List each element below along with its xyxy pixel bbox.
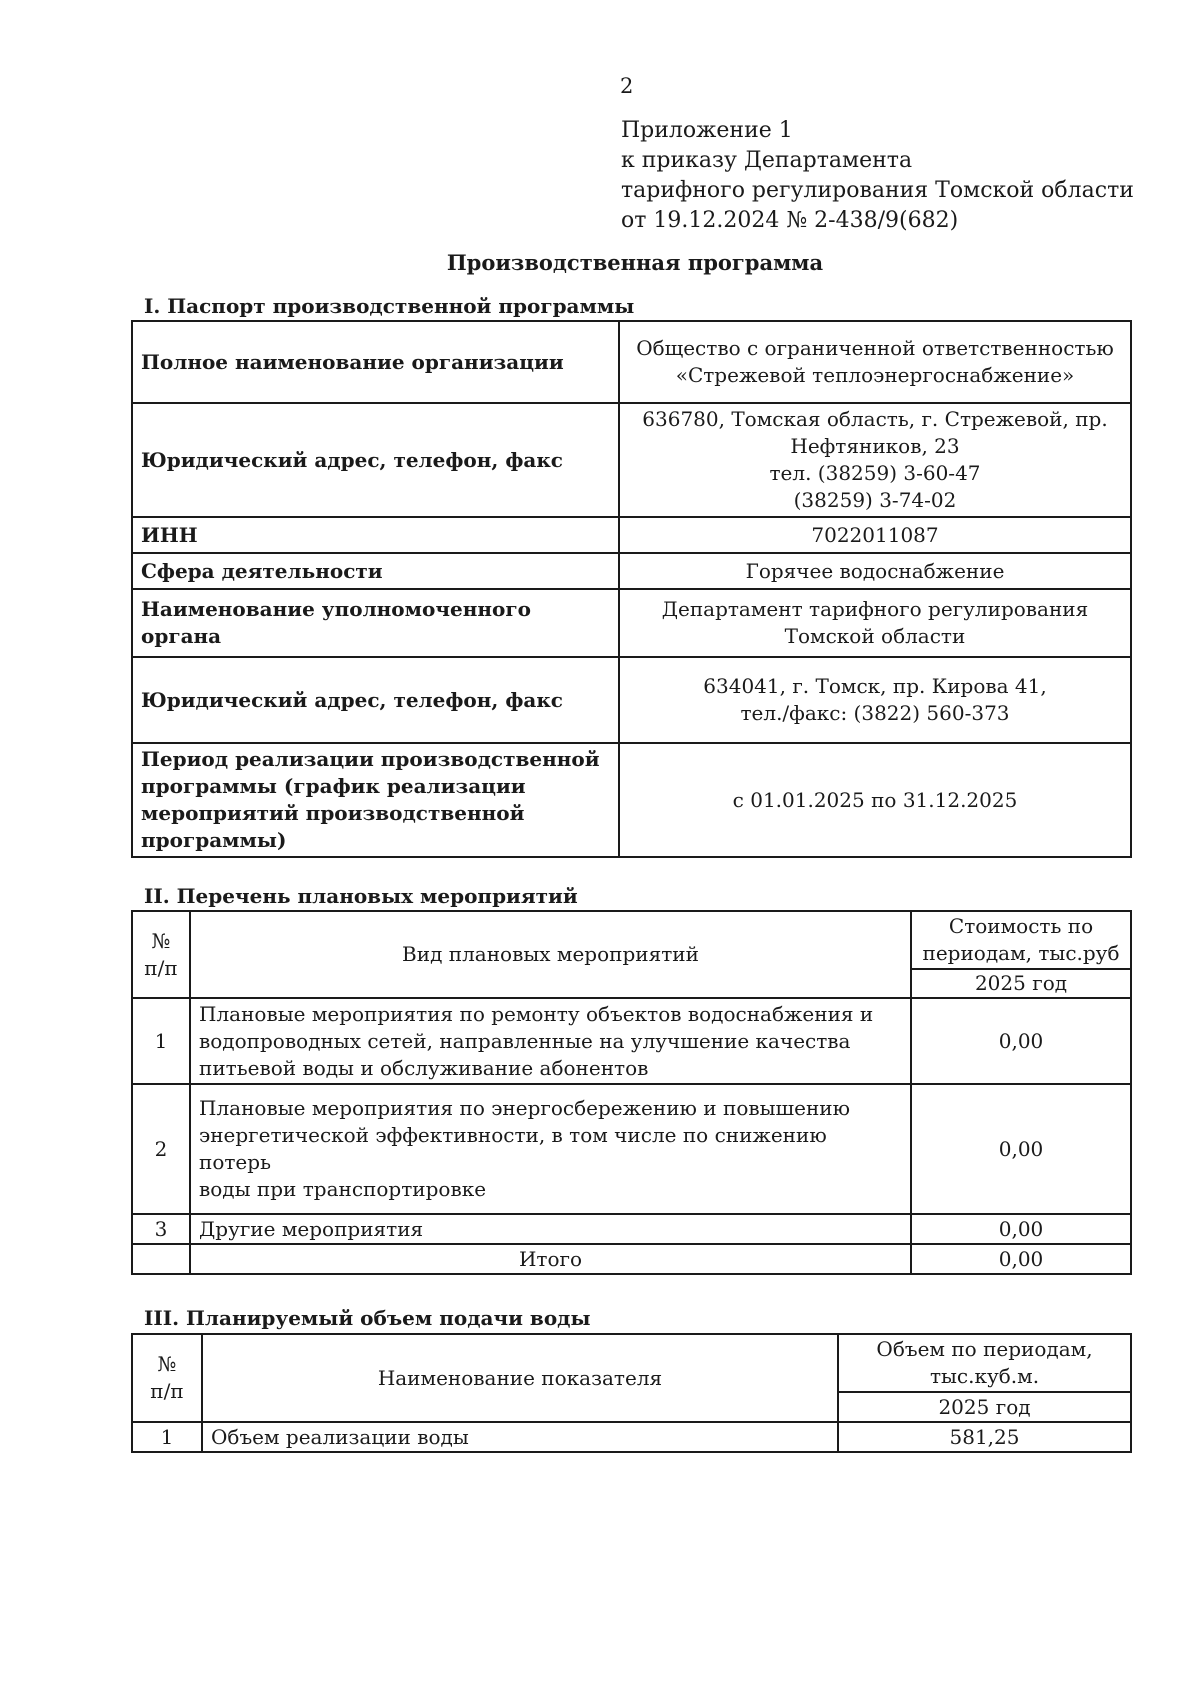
table-row [132,1422,1131,1452]
row-number: 1 [132,998,190,1084]
passport-value: с 01.01.2025 по 31.12.2025 [619,743,1131,857]
row-number: 3 [132,1214,190,1244]
total-value: 0,00 [911,1244,1131,1274]
appendix-line: к приказу Департамента [621,148,913,173]
table-row [132,403,1131,517]
page-number: 2 [620,74,634,98]
column-header-volume: Объем по периодам, тыс.куб.м. [838,1334,1131,1392]
column-header-year: 2025 год [838,1392,1131,1422]
measure-name: Плановые мероприятия по ремонту объектов водоснабжения и водопроводных сетей, направленные на улучшение качества питьевой воды и обслуживание абонентов [190,998,911,1084]
appendix-line: от 19.12.2024 № 2-438/9(682) [621,208,959,233]
table-header-row [132,1334,1131,1392]
passport-label: Период реализации производственной программы (график реализации мероприятий производственной программы) [132,743,619,857]
column-header-number: № п/п [132,911,190,998]
water-volume-table [131,1333,1132,1453]
table-header-row [132,911,1131,969]
passport-value: 636780, Томская область, г. Стрежевой, пр. Нефтяников, 23 тел. (38259) 3-60-47 (38259) 3-74-02 [619,403,1131,517]
appendix-block [621,116,1134,236]
passport-value: 7022011087 [619,517,1131,553]
passport-label: Полное наименование организации [132,321,619,403]
table-row [132,1214,1131,1244]
table-row [132,998,1131,1084]
indicator-name: Объем реализации воды [202,1422,838,1452]
empty-cell [132,1244,190,1274]
appendix-line: Приложение 1 [621,118,793,143]
measure-cost: 0,00 [911,1214,1131,1244]
table-row [132,517,1131,553]
passport-value: Общество с ограниченной ответственностью «Стрежевой теплоэнергоснабжение» [619,321,1131,403]
column-header-year: 2025 год [911,969,1131,998]
measure-cost: 0,00 [911,998,1131,1084]
measure-name: Плановые мероприятия по энергосбережению и повышению энергетической эффективности, в том числе по снижению потерь воды при транспортировке [190,1084,911,1214]
passport-label: Наименование уполномоченного органа [132,589,619,657]
passport-label: Юридический адрес, телефон, факс [132,403,619,517]
table-row [132,321,1131,403]
section-2-title: II. Перечень плановых мероприятий [144,884,578,908]
section-3-title: III. Планируемый объем подачи воды [144,1306,591,1330]
column-header-cost: Стоимость по периодам, тыс.руб [911,911,1131,969]
column-header-indicator: Наименование показателя [202,1334,838,1422]
table-row [132,743,1131,857]
passport-table [131,320,1132,858]
measure-name: Другие мероприятия [190,1214,911,1244]
table-row [132,1084,1131,1214]
passport-label: ИНН [132,517,619,553]
section-1-title: I. Паспорт производственной программы [144,294,635,318]
column-header-number: № п/п [132,1334,202,1422]
passport-label: Сфера деятельности [132,553,619,589]
document-title: Производственная программа [446,250,824,275]
row-number: 2 [132,1084,190,1214]
table-row [132,553,1131,589]
passport-value: Департамент тарифного регулирования Томской области [619,589,1131,657]
column-header-measure: Вид плановых мероприятий [190,911,911,998]
row-number: 1 [132,1422,202,1452]
table-total-row [132,1244,1131,1274]
passport-value: Горячее водоснабжение [619,553,1131,589]
appendix-line: тарифного регулирования Томской области [621,178,1134,203]
total-label: Итого [190,1244,911,1274]
passport-label: Юридический адрес, телефон, факс [132,657,619,743]
table-row [132,589,1131,657]
indicator-value: 581,25 [838,1422,1131,1452]
measures-table [131,910,1132,1275]
measure-cost: 0,00 [911,1084,1131,1214]
passport-value: 634041, г. Томск, пр. Кирова 41, тел./факс: (3822) 560-373 [619,657,1131,743]
table-row [132,657,1131,743]
